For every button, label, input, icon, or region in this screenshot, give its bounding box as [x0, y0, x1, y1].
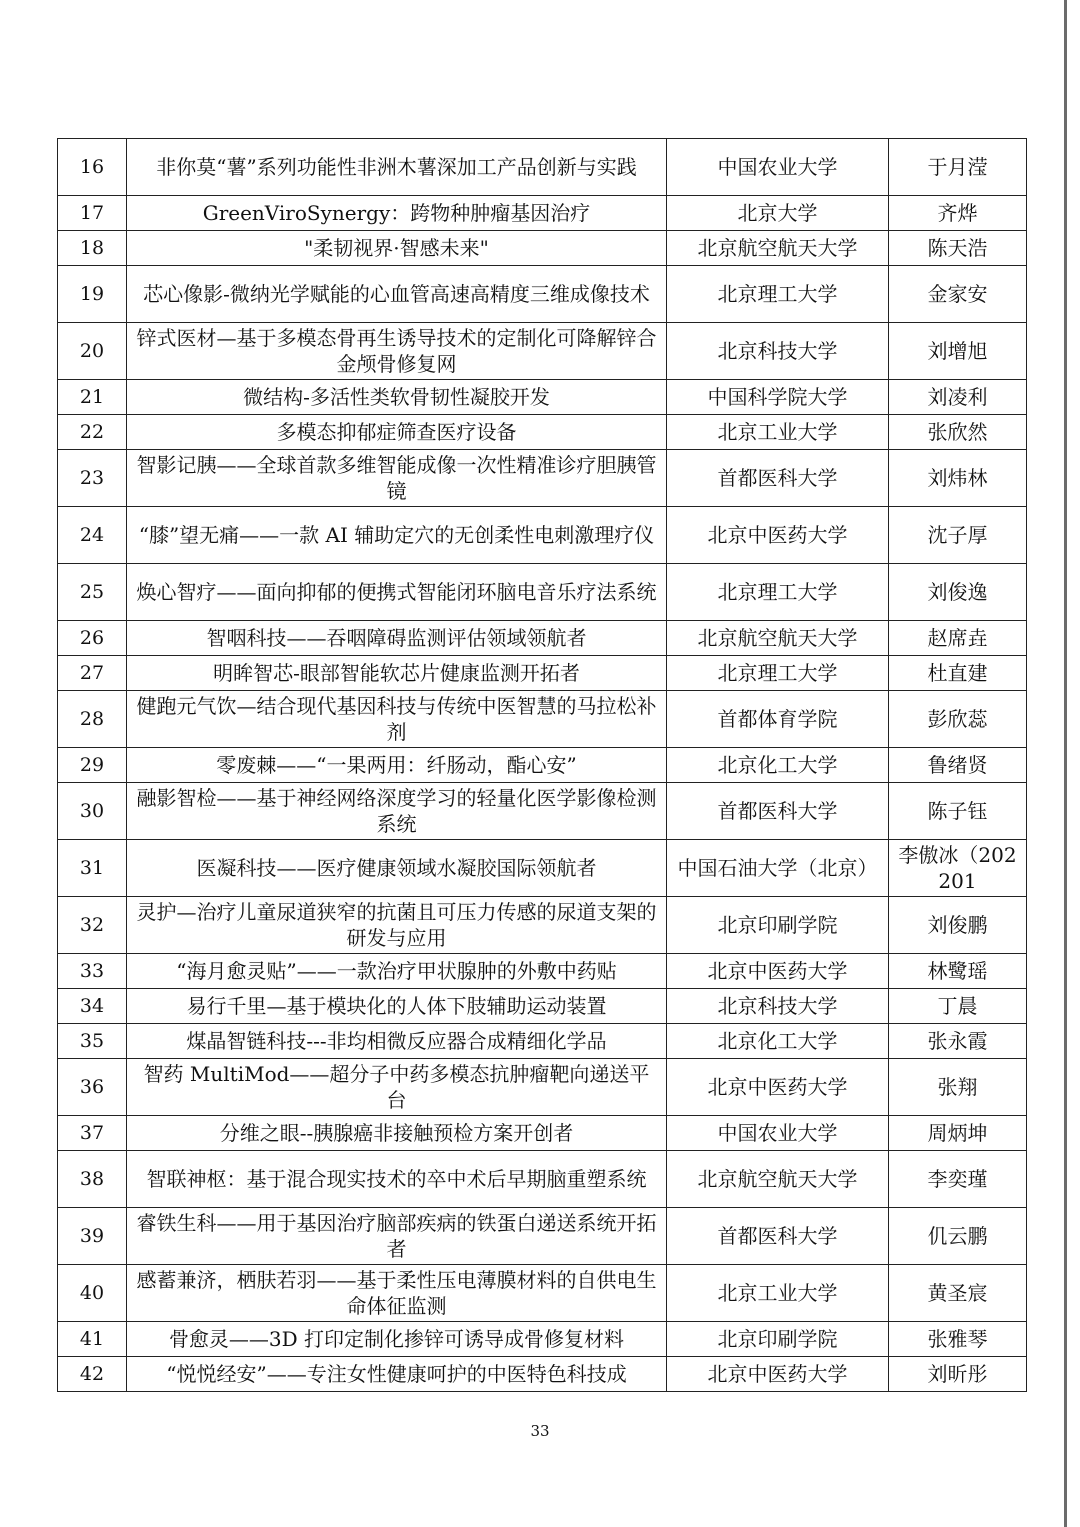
row-number: 19	[58, 266, 127, 323]
university: 北京航空航天大学	[667, 621, 889, 656]
table-row	[58, 621, 1027, 656]
university: 北京印刷学院	[667, 897, 889, 954]
project-name: 非你莫“薯”系列功能性非洲木薯深加工产品创新与实践	[127, 139, 667, 196]
person: 黄圣宸	[889, 1265, 1027, 1322]
row-number: 41	[58, 1322, 127, 1357]
row-number: 35	[58, 1024, 127, 1059]
table-row	[58, 507, 1027, 564]
person: 金家安	[889, 266, 1027, 323]
university: 北京中医药大学	[667, 954, 889, 989]
table-row	[58, 266, 1027, 323]
row-number: 40	[58, 1265, 127, 1322]
person: 李傲冰（202201	[889, 840, 1027, 897]
row-number: 24	[58, 507, 127, 564]
row-number: 27	[58, 656, 127, 691]
row-number: 16	[58, 139, 127, 196]
university: 首都医科大学	[667, 1208, 889, 1265]
table-row	[58, 1151, 1027, 1208]
person: 林鹭瑶	[889, 954, 1027, 989]
project-name: 智影记胰——全球首款多维智能成像一次性精准诊疗胆胰管镜	[127, 450, 667, 507]
table-row	[58, 564, 1027, 621]
person: 刘俊鹏	[889, 897, 1027, 954]
university: 北京理工大学	[667, 266, 889, 323]
table-row	[58, 450, 1027, 507]
row-number: 21	[58, 380, 127, 415]
project-name: 智联神枢：基于混合现实技术的卒中术后早期脑重塑系统	[127, 1151, 667, 1208]
project-name: 芯心像影-微纳光学赋能的心血管高速高精度三维成像技术	[127, 266, 667, 323]
table-row	[58, 656, 1027, 691]
university: 北京科技大学	[667, 323, 889, 380]
person: 沈子厚	[889, 507, 1027, 564]
project-name: 智咽科技——吞咽障碍监测评估领域领航者	[127, 621, 667, 656]
row-number: 22	[58, 415, 127, 450]
row-number: 33	[58, 954, 127, 989]
project-name: "柔韧视界·智感未来"	[127, 231, 667, 266]
person: 于月滢	[889, 139, 1027, 196]
row-number: 42	[58, 1357, 127, 1392]
person: 张翔	[889, 1059, 1027, 1116]
university: 北京航空航天大学	[667, 231, 889, 266]
project-name: 睿铁生科——用于基因治疗脑部疾病的铁蛋白递送系统开拓者	[127, 1208, 667, 1265]
university: 中国农业大学	[667, 1116, 889, 1151]
table-row	[58, 989, 1027, 1024]
person: 张欣然	[889, 415, 1027, 450]
project-name: 锌式医材—基于多模态骨再生诱导技术的定制化可降解锌合金颅骨修复网	[127, 323, 667, 380]
row-number: 30	[58, 783, 127, 840]
university: 首都医科大学	[667, 783, 889, 840]
university: 中国科学院大学	[667, 380, 889, 415]
person: 张永霞	[889, 1024, 1027, 1059]
project-name: 多模态抑郁症筛查医疗设备	[127, 415, 667, 450]
table-row	[58, 139, 1027, 196]
university: 北京中医药大学	[667, 1357, 889, 1392]
project-name: 灵护—治疗儿童尿道狭窄的抗菌且可压力传感的尿道支架的研发与应用	[127, 897, 667, 954]
person: 陈子钰	[889, 783, 1027, 840]
table-row	[58, 748, 1027, 783]
project-name: “海月愈灵贴”——一款治疗甲状腺肿的外敷中药贴	[127, 954, 667, 989]
table-row	[58, 1116, 1027, 1151]
table-row	[58, 1322, 1027, 1357]
person: 李奕瑾	[889, 1151, 1027, 1208]
table-row	[58, 691, 1027, 748]
university: 北京化工大学	[667, 1024, 889, 1059]
person: 刘凌利	[889, 380, 1027, 415]
table-row	[58, 954, 1027, 989]
university: 中国农业大学	[667, 139, 889, 196]
table-row	[58, 380, 1027, 415]
university: 首都体育学院	[667, 691, 889, 748]
person: 张雅琴	[889, 1322, 1027, 1357]
university: 北京科技大学	[667, 989, 889, 1024]
person: 杜直建	[889, 656, 1027, 691]
person: 丁晨	[889, 989, 1027, 1024]
university: 首都医科大学	[667, 450, 889, 507]
row-number: 17	[58, 196, 127, 231]
project-name: 焕心智疗——面向抑郁的便携式智能闭环脑电音乐疗法系统	[127, 564, 667, 621]
university: 中国石油大学（北京）	[667, 840, 889, 897]
row-number: 32	[58, 897, 127, 954]
project-name: 分维之眼--胰腺癌非接触预检方案开创者	[127, 1116, 667, 1151]
university: 北京化工大学	[667, 748, 889, 783]
table-row	[58, 840, 1027, 897]
person: 赵席垚	[889, 621, 1027, 656]
person: 鲁绪贤	[889, 748, 1027, 783]
university: 北京中医药大学	[667, 507, 889, 564]
project-name: 零废棘——“一果两用：纤肠动，酯心安”	[127, 748, 667, 783]
person: 陈天浩	[889, 231, 1027, 266]
table-row	[58, 1208, 1027, 1265]
row-number: 18	[58, 231, 127, 266]
table-row	[58, 897, 1027, 954]
page-number: 33	[530, 1422, 550, 1440]
table-row	[58, 1024, 1027, 1059]
scan-edge-line	[1064, 0, 1067, 1527]
project-name: 融影智检——基于神经网络深度学习的轻量化医学影像检测系统	[127, 783, 667, 840]
project-list-table	[57, 138, 1027, 1392]
university: 北京理工大学	[667, 656, 889, 691]
table-row	[58, 323, 1027, 380]
row-number: 26	[58, 621, 127, 656]
project-name: 微结构-多活性类软骨韧性凝胶开发	[127, 380, 667, 415]
table-row	[58, 415, 1027, 450]
person: 刘俊逸	[889, 564, 1027, 621]
row-number: 34	[58, 989, 127, 1024]
project-name: “悦悦经安”——专注女性健康呵护的中医特色科技成	[127, 1357, 667, 1392]
table-row	[58, 1265, 1027, 1322]
row-number: 25	[58, 564, 127, 621]
person: 刘炜林	[889, 450, 1027, 507]
table-row	[58, 231, 1027, 266]
project-name: “膝”望无痛——一款 AI 辅助定穴的无创柔性电刺激理疗仪	[127, 507, 667, 564]
project-name: 煤晶智链科技---非均相微反应器合成精细化学品	[127, 1024, 667, 1059]
university: 北京航空航天大学	[667, 1151, 889, 1208]
person: 刘昕彤	[889, 1357, 1027, 1392]
person: 彭欣蕊	[889, 691, 1027, 748]
row-number: 36	[58, 1059, 127, 1116]
person: 周炳坤	[889, 1116, 1027, 1151]
table-row	[58, 1059, 1027, 1116]
project-name: 医凝科技——医疗健康领域水凝胶国际领航者	[127, 840, 667, 897]
university: 北京理工大学	[667, 564, 889, 621]
person: 齐烨	[889, 196, 1027, 231]
project-name: 骨愈灵——3D 打印定制化掺锌可诱导成骨修复材料	[127, 1322, 667, 1357]
university: 北京印刷学院	[667, 1322, 889, 1357]
project-name: 明眸智芯-眼部智能软芯片健康监测开拓者	[127, 656, 667, 691]
table-row	[58, 196, 1027, 231]
university: 北京中医药大学	[667, 1059, 889, 1116]
person: 仉云鹏	[889, 1208, 1027, 1265]
university: 北京工业大学	[667, 415, 889, 450]
project-name: 感蓄兼济，栖肤若羽——基于柔性压电薄膜材料的自供电生命体征监测	[127, 1265, 667, 1322]
project-name: GreenViroSynergy：跨物种肿瘤基因治疗	[127, 196, 667, 231]
row-number: 37	[58, 1116, 127, 1151]
table-row	[58, 783, 1027, 840]
row-number: 23	[58, 450, 127, 507]
project-name: 智药 MultiMod——超分子中药多模态抗肿瘤靶向递送平台	[127, 1059, 667, 1116]
row-number: 20	[58, 323, 127, 380]
project-name: 易行千里—基于模块化的人体下肢辅助运动装置	[127, 989, 667, 1024]
project-name: 健跑元气饮—结合现代基因科技与传统中医智慧的马拉松补剂	[127, 691, 667, 748]
row-number: 38	[58, 1151, 127, 1208]
row-number: 39	[58, 1208, 127, 1265]
person: 刘增旭	[889, 323, 1027, 380]
table-row	[58, 1357, 1027, 1392]
university: 北京大学	[667, 196, 889, 231]
row-number: 29	[58, 748, 127, 783]
university: 北京工业大学	[667, 1265, 889, 1322]
row-number: 31	[58, 840, 127, 897]
table-body	[58, 139, 1027, 1392]
row-number: 28	[58, 691, 127, 748]
